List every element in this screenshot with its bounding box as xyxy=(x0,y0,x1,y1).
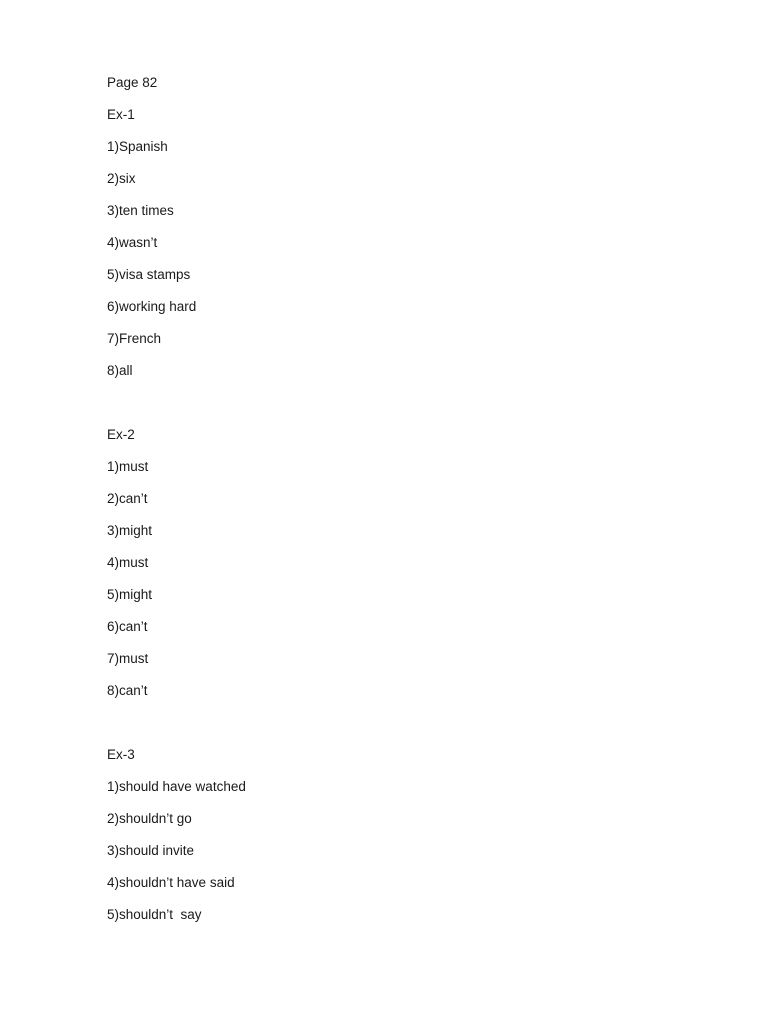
answer-item: 1)should have watched xyxy=(107,779,246,794)
page-label: Page 82 xyxy=(107,75,158,90)
section-title: Ex-3 xyxy=(107,747,135,762)
document-page xyxy=(107,73,667,937)
answer-item: 2)shouldn’t go xyxy=(107,811,192,826)
answer-item: 1)Spanish xyxy=(107,139,168,154)
answer-item: 3)ten times xyxy=(107,203,174,218)
answer-item: 6)can’t xyxy=(107,619,148,634)
section-title: Ex-2 xyxy=(107,427,135,442)
blank-line xyxy=(107,713,667,745)
answer-item: 2)can’t xyxy=(107,491,148,506)
answer-item: 5)shouldn’t say xyxy=(107,907,202,922)
answer-item: 1)must xyxy=(107,459,149,474)
answer-item: 8)all xyxy=(107,363,133,378)
answer-item: 4)wasn’t xyxy=(107,235,158,250)
section-title: Ex-1 xyxy=(107,107,135,122)
section-ex-1 xyxy=(107,105,667,381)
answer-item: 7)must xyxy=(107,651,149,666)
answer-item: 3)might xyxy=(107,523,153,538)
answer-item: 3)should invite xyxy=(107,843,195,858)
blank-line xyxy=(107,393,667,425)
section-ex-2 xyxy=(107,425,667,701)
answer-item: 6)working hard xyxy=(107,299,197,314)
answer-item: 7)French xyxy=(107,331,162,346)
section-ex-3 xyxy=(107,745,667,925)
answer-item: 8)can’t xyxy=(107,683,148,698)
answer-item: 4)must xyxy=(107,555,149,570)
answer-item: 5)visa stamps xyxy=(107,267,191,282)
answer-item: 5)might xyxy=(107,587,153,602)
answer-item: 2)six xyxy=(107,171,136,186)
answer-item: 4)shouldn’t have said xyxy=(107,875,235,890)
